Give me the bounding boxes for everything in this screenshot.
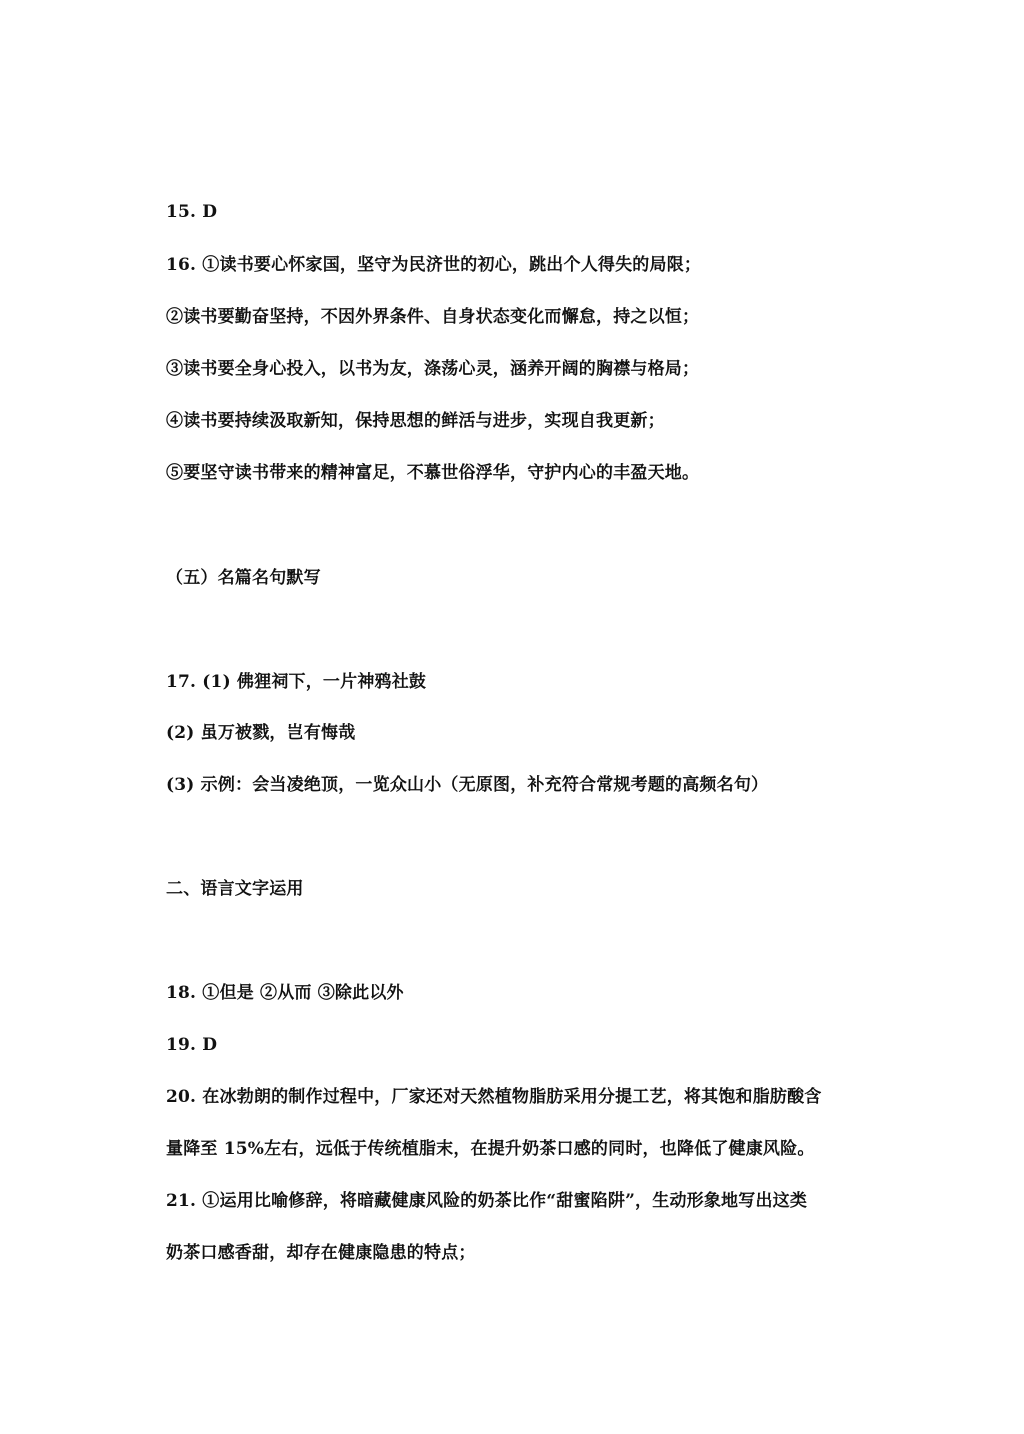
answer-21-line-2: 奶茶口感香甜，却存在健康隐患的特点；	[166, 1243, 476, 1263]
answer-16-point-1: 16. ①读书要心怀家国，坚守为民济世的初心，跳出个人得失的局限；	[166, 255, 702, 275]
answer-19: 19. D	[166, 1035, 218, 1055]
answer-16-point-2: ②读书要勤奋坚持，不因外界条件、自身状态变化而懈怠，持之以恒；	[166, 307, 700, 327]
answer-16-point-4: ④读书要持续汲取新知，保持思想的鲜活与进步，实现自我更新；	[166, 411, 665, 431]
answer-17-item-3: (3) 示例：会当凌绝顶，一览众山小（无原图，补充符合常规考题的高频名句）	[166, 775, 769, 795]
section-heading-language-use: 二、语言文字运用	[166, 879, 304, 899]
answer-16-point-3: ③读书要全身心投入，以书为友，涤荡心灵，涵养开阔的胸襟与格局；	[166, 359, 700, 379]
answer-17-item-1: 17. (1) 佛狸祠下，一片神鸦社鼓	[166, 672, 427, 692]
section-heading-recitation: （五）名篇名句默写	[166, 568, 321, 588]
answer-20-line-1: 20. 在冰勃朗的制作过程中，厂家还对天然植物脂肪采用分提工艺，将其饱和脂肪酸含	[166, 1087, 822, 1107]
answer-16-point-5: ⑤要坚守读书带来的精神富足，不慕世俗浮华，守护内心的丰盈天地。	[166, 463, 700, 483]
answer-20-line-2: 量降至 15%左右，远低于传统植脂末，在提升奶茶口感的同时，也降低了健康风险。	[166, 1139, 815, 1159]
answer-18: 18. ①但是 ②从而 ③除此以外	[166, 983, 404, 1003]
answer-21-line-1: 21. ①运用比喻修辞，将暗藏健康风险的奶茶比作“甜蜜陷阱”，生动形象地写出这类	[166, 1191, 808, 1211]
answer-17-item-2: (2) 虽万被戮，岂有悔哉	[166, 723, 356, 743]
answer-15: 15. D	[166, 202, 218, 222]
